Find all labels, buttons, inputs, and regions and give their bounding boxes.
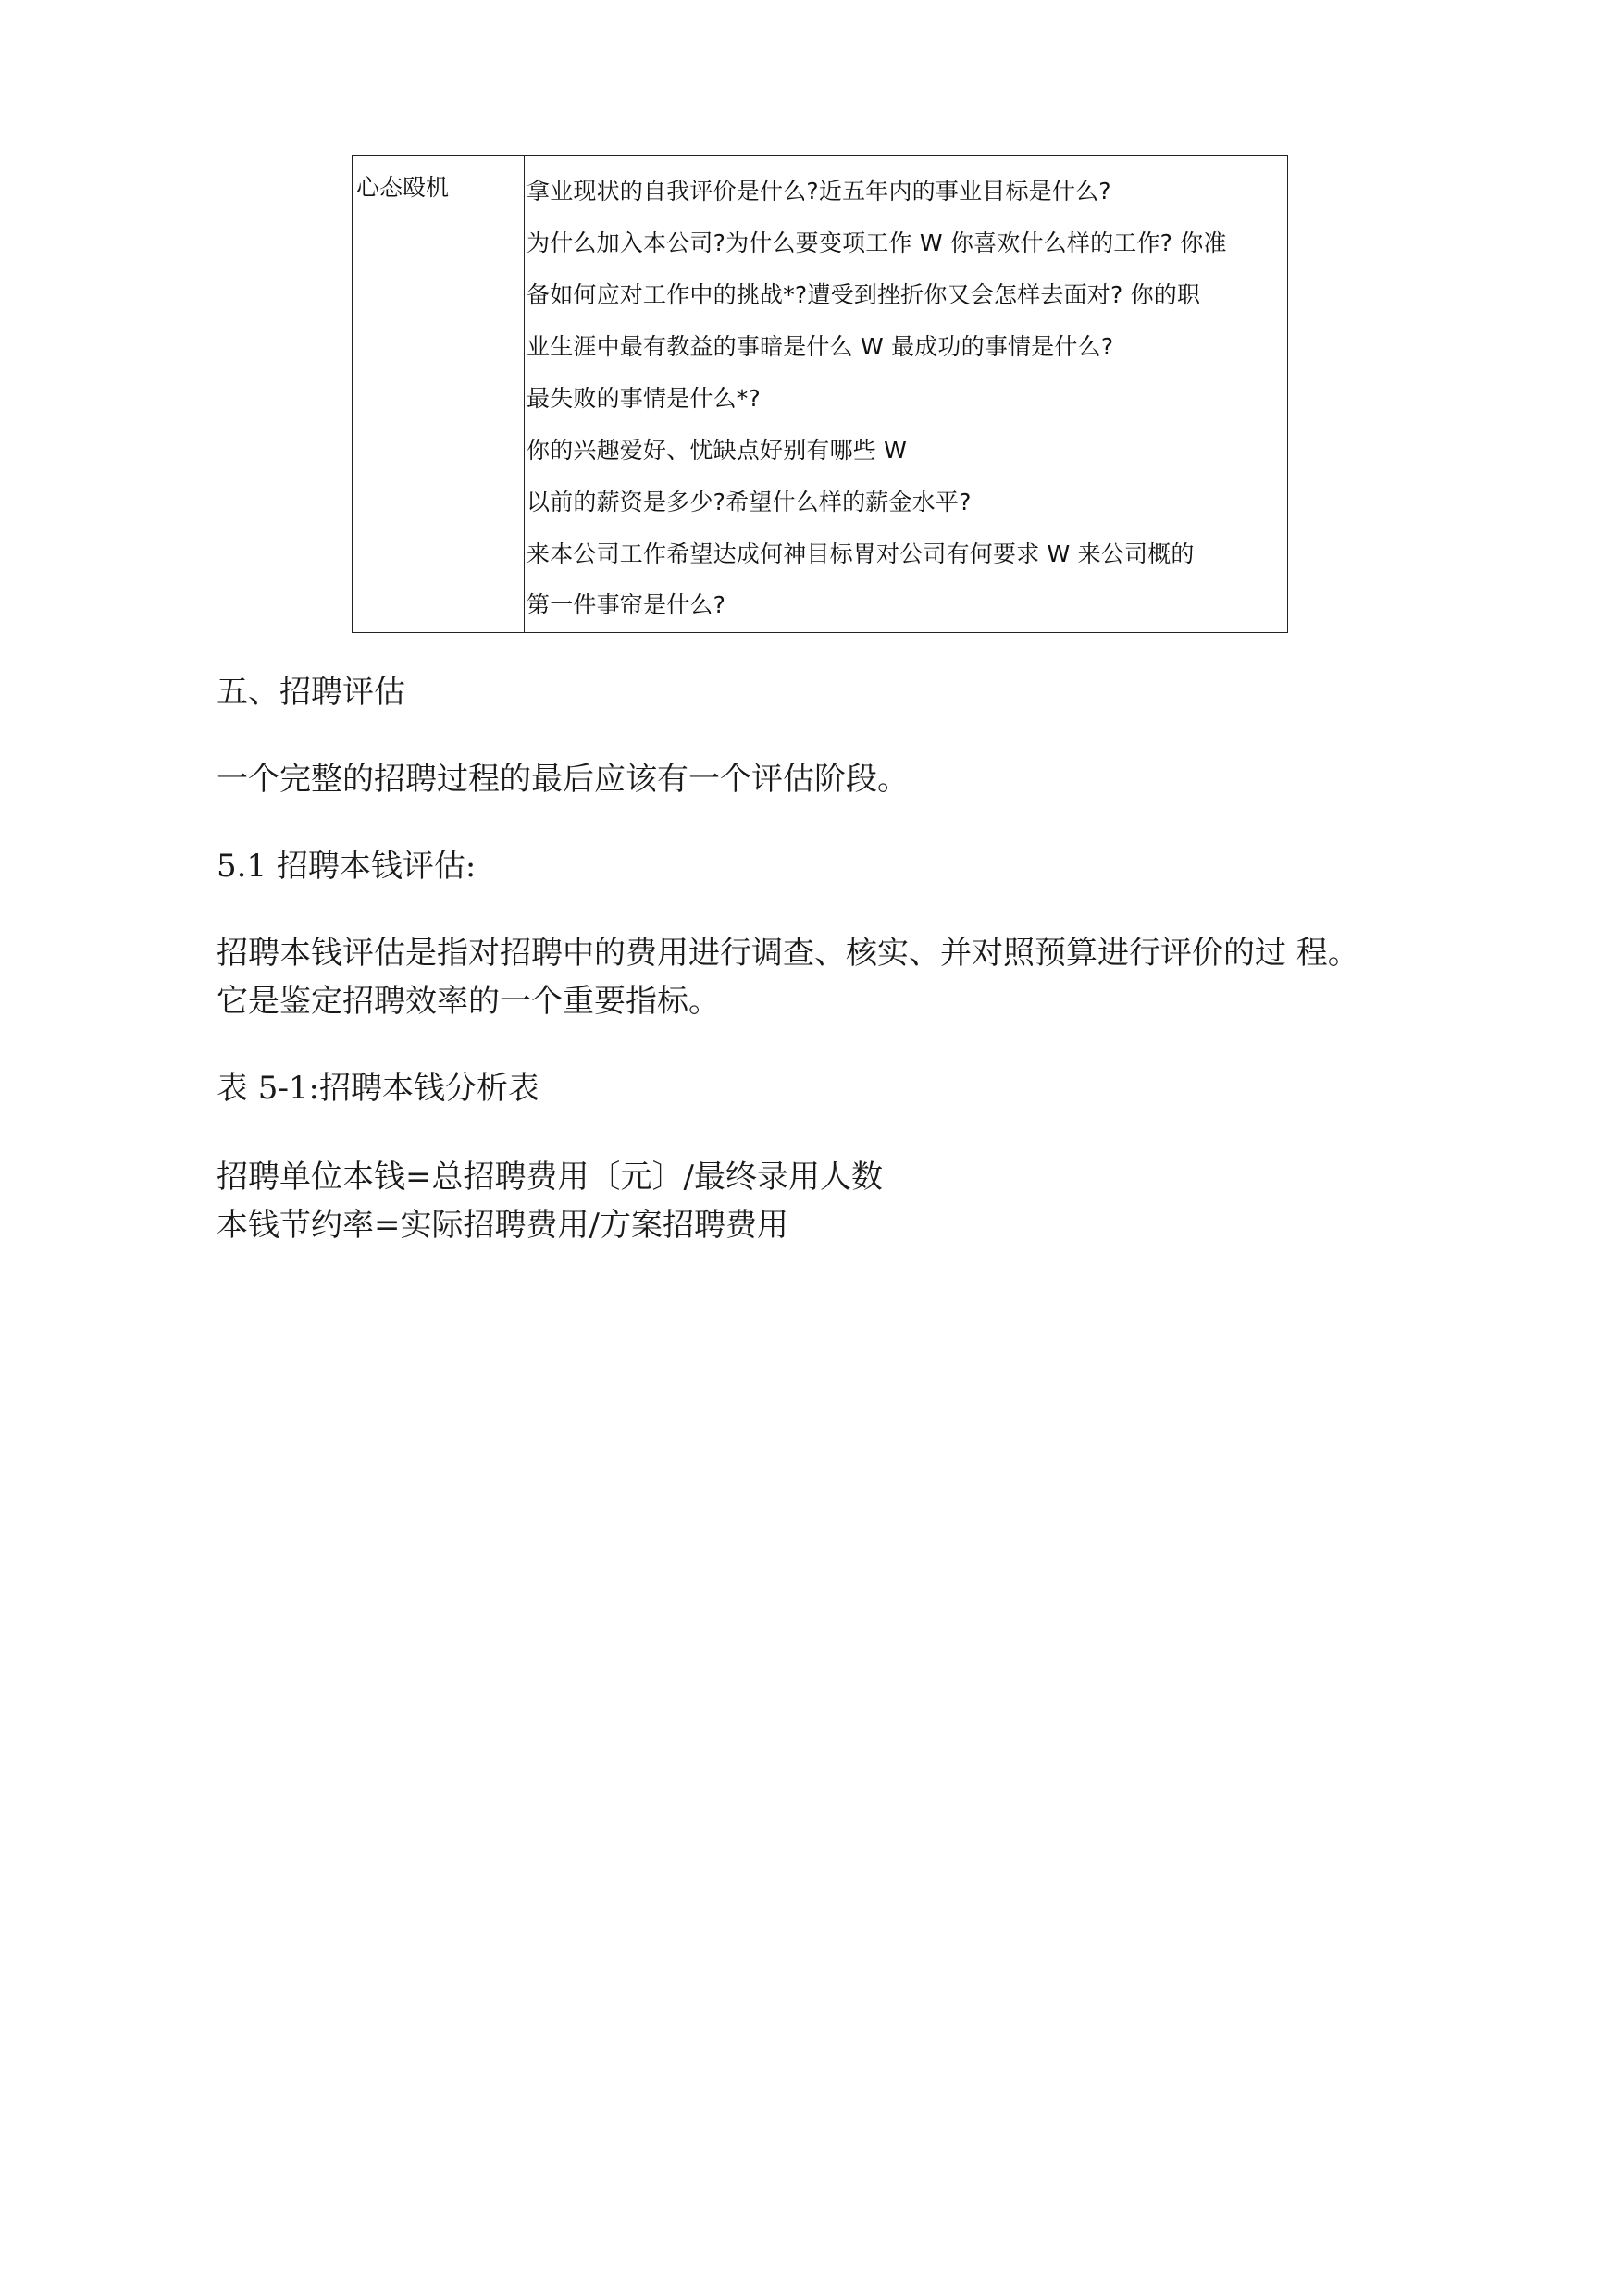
question-line: 你的兴趣爱好、忧缺点好别有哪些 W (527, 437, 908, 464)
question-line: 来本公司工作希望达成何神目标胃对公司有何要求 W 来公司概的 (527, 540, 1195, 567)
question-line: 以前的薪资是多少?希望什么样的薪金水平? (527, 489, 972, 515)
table-caption: 表 5-1:招聘本钱分析表 (217, 1070, 540, 1107)
question-line: 第一件事帘是什么? (527, 591, 726, 618)
formula-unit-cost: 招聘单位本钱=总招聘费用〔元〕/最终录用人数 (217, 1159, 883, 1196)
section-heading: 五、招聘评估 (217, 674, 405, 711)
question-line: 业生涯中最有教益的事暗是什么 W 最成功的事情是什么? (527, 333, 1114, 360)
section-intro: 一个完整的招聘过程的最后应该有一个评估阶段。 (217, 761, 909, 798)
table-question-list (525, 156, 1287, 632)
body-paragraph-line: 它是鉴定招聘效率的一个重要指标。 (217, 983, 720, 1020)
table-row-label: 心态殴机 (353, 156, 525, 632)
question-line: 拿业现状的自我评价是什么?近五年内的事业目标是什么? (527, 178, 1111, 205)
question-line: 为什么加入本公司?为什么要变项工作 W 你喜欢什么样的工作? 你准 (527, 230, 1227, 256)
body-paragraph-line: 招聘本钱评估是指对招聘中的费用进行调查、核实、并对照预算进行评价的过 程。 (217, 935, 1359, 972)
interview-question-table (352, 155, 1288, 633)
question-line: 备如何应对工作中的挑战*?遭受到挫折你又会怎样去面对? 你的职 (527, 281, 1201, 308)
subsection-heading: 5.1 招聘本钱评估: (217, 848, 477, 885)
formula-saving-rate: 本钱节约率=实际招聘费用/方案招聘费用 (217, 1207, 788, 1244)
question-line: 最失败的事情是什么*? (527, 385, 761, 412)
